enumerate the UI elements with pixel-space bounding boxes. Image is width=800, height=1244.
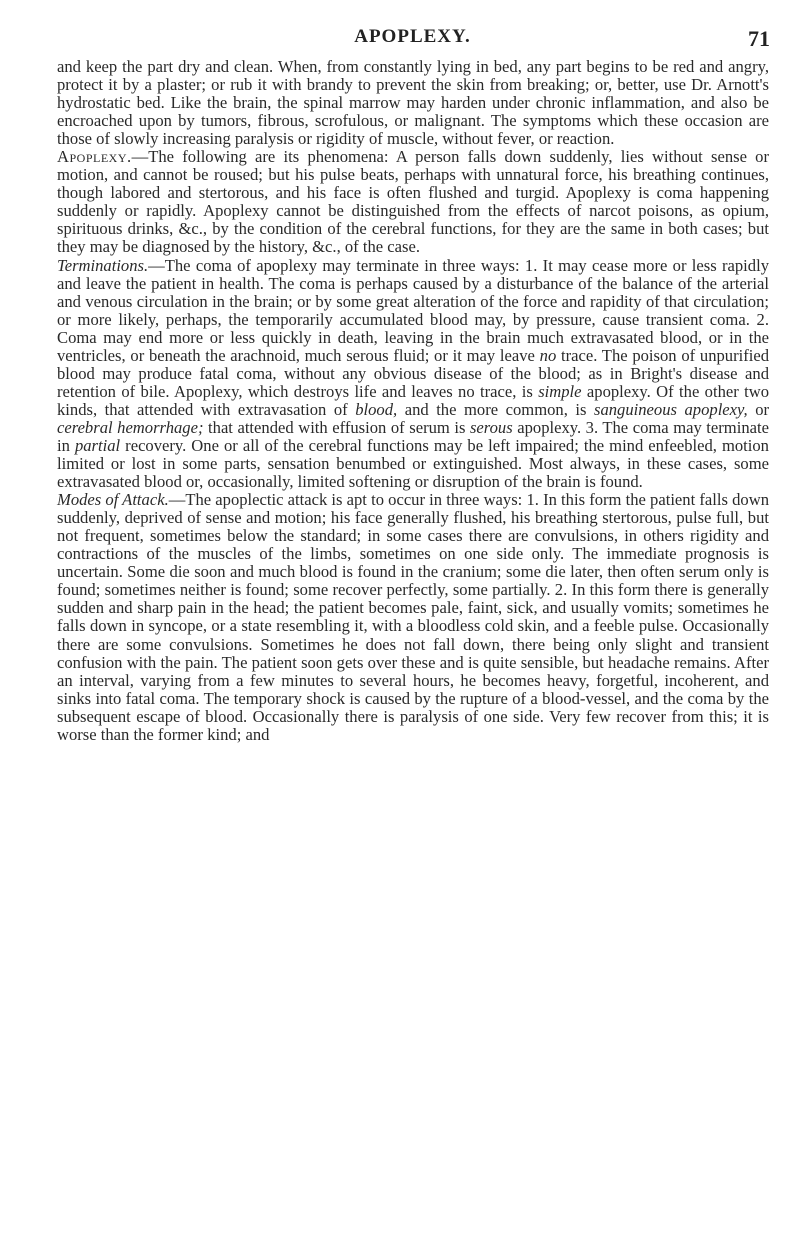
section-heading-modes-of-attack: Modes of Attack. <box>57 490 169 510</box>
paragraph-terminations <box>57 257 769 492</box>
paragraph-modes-of-attack <box>57 491 769 744</box>
paragraph-text: trace. The poison of unpurified blood may produce fatal coma, without any obvious disease of the blood; as in Bright's disease and retention of bile. Apoplexy, which destroys life and leaves no trace, is <box>57 345 770 401</box>
section-heading-terminations: Terminations. <box>57 255 149 275</box>
paragraph-spinal-marrow <box>57 58 769 148</box>
paragraph-text: apoplexy. 3. The coma may terminate in <box>57 417 769 455</box>
paragraph-text: recovery. One or all of the cerebral functions may be left impaired; the mind enfeebled, motion limited or lost in some parts, sensation benumbed or extinguished. Most always, in these cases, some extravasated blood or, occasionally, limited softening or disruption of the brain is found. <box>57 435 769 492</box>
emphasis-partial: partial <box>74 435 121 455</box>
emphasis-serous: serous <box>469 417 513 437</box>
emphasis-cerebral-hemorrhage: cerebral hemorrhage; <box>57 417 204 437</box>
page-number: 71 <box>748 26 770 51</box>
paragraph-text: and keep the part dry and clean. When, from constantly lying in bed, any part begins to be red and angry, protect it by a plaster; or rub it with brandy to prevent the skin from breaking; or, better, use Dr. Arnott's hydrostatic bed. Like the brain, the spinal marrow may harden under chronic inflammation, and also be encroached upon by tumors, fibrous, scrofulous, or malignant. The symptoms which these occasion are those of slowly increasing paralysis or rigidity of muscle, without fever, or reaction. <box>57 57 769 149</box>
emphasis-blood: blood, <box>355 399 398 419</box>
paragraph-text: —The apoplectic attack is apt to occur in three ways: 1. In this form the patient falls down suddenly, deprived of sense and motion; his face generally flushed, his breathing stertorous, pulse full, but not frequent, sometimes below the standard; in some cases there are convulsions, in others rigidity and contractions of the muscles of the limbs, sometimes on one side only. The immediate prognosis is uncertain. Some die soon and much blood is found in the cranium; some die later, then often serum only is found; sometimes neither is found; some recover perfectly, some partially. 2. In this form there is generally sudden and sharp pain in the head; the patient becomes pale, faint, sick, and usually vomits; sometimes he falls down in syncope, or a state resembling it, with a bloodless cold skin, and a feeble pulse. Occasionally there are some convulsions. Sometimes he does not fall down, there being only slight and transient confusion with the pain. The patient soon gets over these and is quite sensible, but headache remains. After an interval, varying from a few minutes to several hours, he becomes heavy, forgetful, incoherent, and sinks into fatal coma. The temporary shock is caused by the rupture of a blood-vessel, and the coma by the subsequent escape of blood. Occasionally there is paralysis of one side. Very few recover from this; it is worse than the former kind; and <box>57 490 769 744</box>
paragraph-text: —The coma of apoplexy may terminate in three ways: 1. It may cease more or less rapidly and leave the patient in health. The coma is perhaps caused by a disturbance of the balance of the arterial and venous circulation in the brain; or by some great alteration of the force and rapidity of that circulation; or more likely, perhaps, the temporarily accumulated blood may, by pressure, cause transient coma. 2. Coma may end more or less quickly in death, leaving in the brain much extravasated blood, or in the ventricles, or beneath the arachnoid, much serous fluid; or it may leave <box>57 255 769 365</box>
emphasis-sanguineous: sanguineous apoplexy, <box>594 399 748 419</box>
paragraph-text: —The following are its phenomena: A person falls down suddenly, lies without sense or motion, and cannot be roused; but his pulse beats, perhaps with unnatural force, his breathing continues, though labored and stertorous, and his face is often flushed and turgid. Apoplexy is coma happening suddenly or rapidly. Apoplexy cannot be distinguished from the effects of narcot poisons, as opium, spirituous drinks, &c., by the condition of the cerebral functions, for they are the same in both cases; but they may be diagnosed by the history, &c., of the case. <box>57 147 769 257</box>
paragraph-text: and the more common, is <box>404 399 587 419</box>
running-head <box>55 26 770 56</box>
page-title: APOPLEXY. <box>354 26 471 47</box>
emphasis-simple: simple <box>538 381 582 401</box>
paragraph-text: or <box>755 399 770 419</box>
emphasis-no: no <box>539 345 557 365</box>
paragraph-apoplexy <box>57 148 769 256</box>
body-text <box>57 58 769 744</box>
paragraph-text: that attended with effusion of serum is <box>208 417 466 437</box>
section-heading-apoplexy: Apoplexy. <box>57 147 132 167</box>
paragraph-text: apoplexy. Of the other two kinds, that attended with extravasation of <box>57 381 770 419</box>
